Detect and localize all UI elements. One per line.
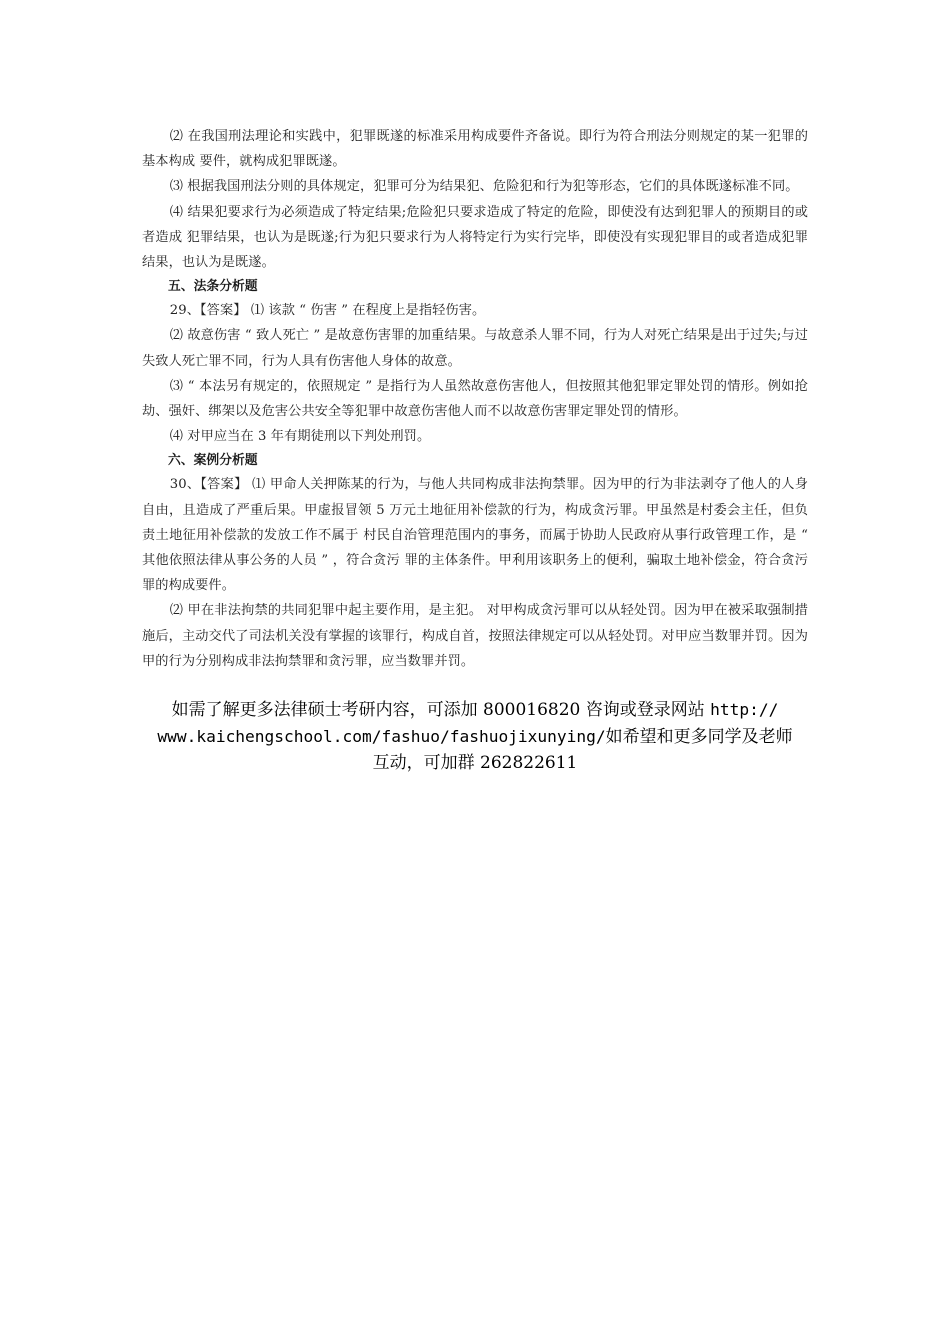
- document-body: [142, 124, 808, 674]
- answer-paragraph: ⑶ 根据我国刑法分则的具体规定，犯罪可分为结果犯、危险犯和行为犯等形态，它们的具体既遂标准不同。: [169, 179, 799, 195]
- website-link-start[interactable]: http://: [710, 700, 779, 719]
- website-link[interactable]: www.kaichengschool.com/fashuo/fashuojixunying/: [157, 726, 606, 746]
- promo-line-3: [130, 750, 820, 777]
- promo-line-1: [130, 697, 820, 724]
- promo-text: 如希望和更多同学及老师: [605, 726, 793, 747]
- section-heading-statute-analysis: 五、法条分析题: [168, 279, 258, 295]
- promo-footer: [130, 697, 820, 777]
- answer-paragraph: ⑷ 结果犯要求行为必须造成了特定结果;危险犯只要求造成了特定的危险，即使没有达到犯罪人的预期目的或者造成 犯罪结果，也认为是既遂;行为犯只要求行为人将特定行为实行完毕，即使没有实现犯罪目的或者造成犯罪结果，也认为是既遂。: [142, 204, 808, 271]
- answer-paragraph: ⑵ 故意伤害 “ 致人死亡 ” 是故意伤害罪的加重结果。与故意杀人罪不同，行为人对死亡结果是出于过失;与过失致人死亡罪不同，行为人具有伤害他人身体的故意。: [142, 328, 808, 369]
- promo-text: 如需了解更多法律硕士考研内容，可添加 800016820 咨询或登录网站: [171, 700, 711, 720]
- answer-paragraph: 30、【答案】 ⑴ 甲命人关押陈某的行为，与他人共同构成非法拘禁罪。因为甲的行为非法剥夺了他人的人身自由，且造成了严重后果。甲虚报冒领 5 万元土地征用补偿款的行为，构成贪污罪。甲虽然是村委会主任，但负责土地征用补偿款的发放工作不属于 村民自治管理范围内的事务，而属于协助人民政府从事行政管理工作，是 “ 其他依照法律从事公务的人员 ” ，符合贪污 罪的主体条件。甲利用该职务上的便利，骗取土地补偿金，符合贪污罪的构成要件。: [142, 477, 808, 594]
- answer-paragraph: ⑶ “ 本法另有规定的，依照规定 ” 是指行为人虽然故意伤害他人，但按照其他犯罪定罪处罚的情形。例如抢劫、强奸、绑架以及危害公共安全等犯罪中故意伤害他人而不以故意伤害罪定罪处罚的情形。: [142, 378, 808, 420]
- section-heading-case-analysis: 六、案例分析题: [168, 453, 258, 469]
- promo-group-text: 互动，可加群 262822611: [372, 753, 578, 773]
- answer-paragraph: ⑷ 对甲应当在 3 年有期徒刑以下判处刑罚。: [169, 429, 431, 445]
- answer-paragraph: ⑵ 甲在非法拘禁的共同犯罪中起主要作用，是主犯。 对甲构成贪污罪可以从轻处罚。因为甲在被采取强制措施后，主动交代了司法机关没有掌握的该罪行，构成自首，按照法律规定可以从轻处罚。对甲应当数罪并罚。因为甲的行为分别构成非法拘禁罪和贪污罪，应当数罪并罚。: [142, 603, 808, 669]
- answer-paragraph: 29、【答案】 ⑴ 该款 “ 伤害 ” 在程度上是指轻伤害。: [169, 303, 486, 319]
- promo-line-2: [130, 724, 820, 751]
- answer-paragraph: ⑵ 在我国刑法理论和实践中，犯罪既遂的标准采用构成要件齐备说。即行为符合刑法分则规定的某一犯罪的基本构成 要件，就构成犯罪既遂。: [142, 129, 808, 170]
